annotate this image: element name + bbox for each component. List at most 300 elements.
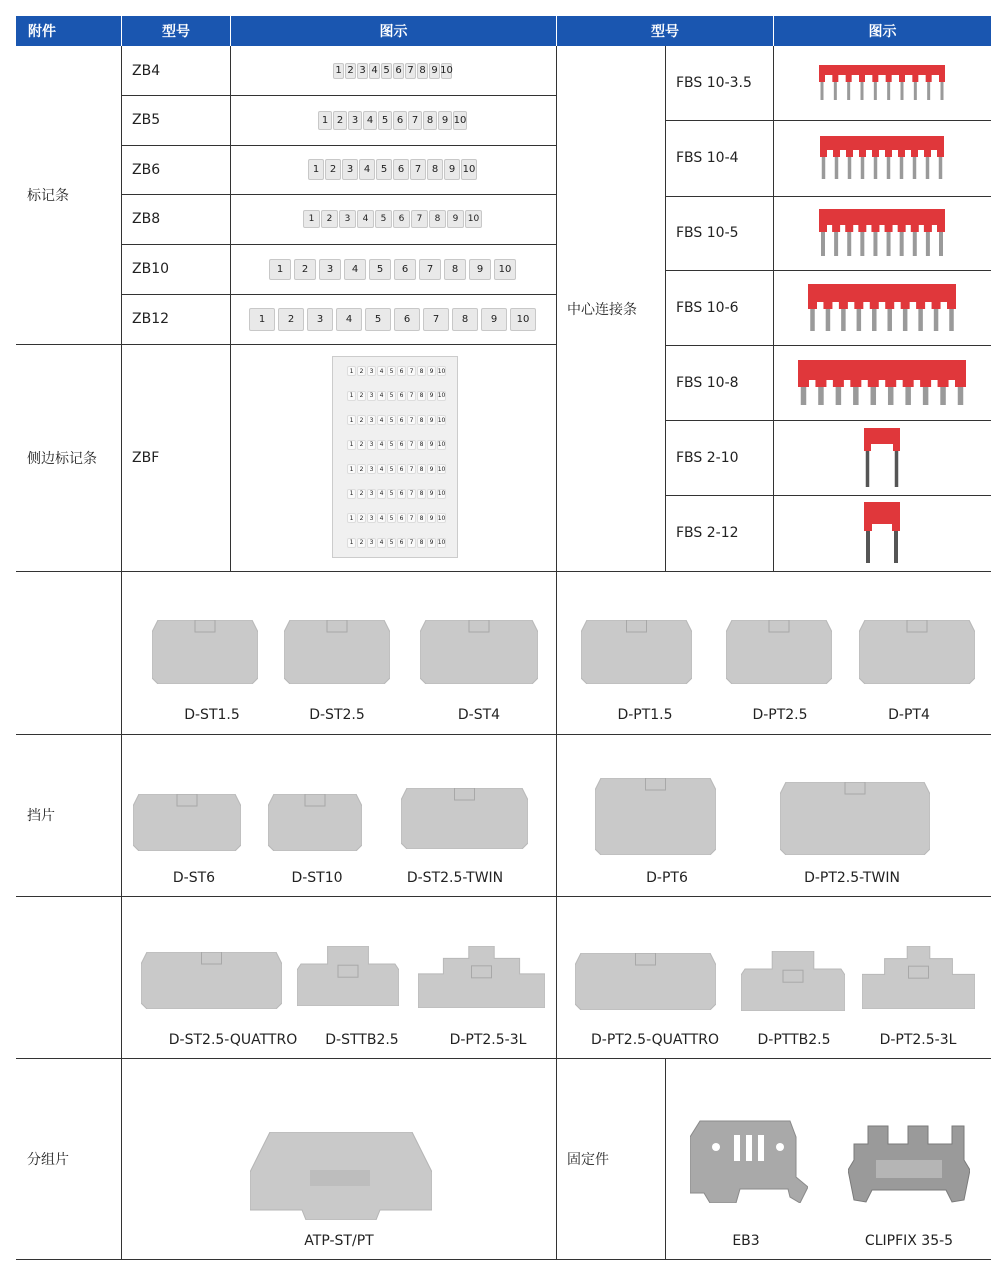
end-plate-image (780, 782, 930, 855)
zbf-cell: 10 (437, 539, 446, 546)
marker-cell: 9 (438, 111, 452, 130)
zbf-cell: 1 (347, 513, 356, 523)
zb-marker-strip (269, 259, 519, 280)
end-plate-image (297, 946, 399, 1006)
jumper-tooth (859, 74, 865, 82)
marker-cell: 6 (394, 259, 416, 280)
grid-line (121, 95, 556, 96)
jumper-tooth (870, 301, 879, 309)
group-plate-label: 分组片 (27, 1152, 69, 1168)
atp-caption: ATP-ST/PT (304, 1233, 374, 1249)
zbf-row (347, 489, 447, 499)
marker-cell: 10 (465, 210, 482, 228)
jumper-pin (895, 451, 899, 487)
plate-caption: D-ST4 (457, 707, 501, 723)
plate-caption: D-PT6 (646, 870, 688, 886)
end-plate-shape (418, 946, 545, 1008)
marker-cell: 10 (453, 111, 467, 130)
zbf-cell: 7 (407, 464, 416, 474)
zbf-cell: 5 (387, 489, 396, 499)
jumper-pin (887, 309, 892, 331)
zbf-cell: 5 (387, 513, 396, 523)
jumper-tooth (955, 379, 966, 387)
eb3-caption: EB3 (732, 1233, 760, 1249)
jumper-tooth (911, 149, 918, 157)
zbf-cell: 7 (407, 513, 416, 523)
plate-caption: D-ST2.5 (309, 707, 365, 723)
zbf-cell: 9 (427, 366, 436, 376)
marker-cell: 6 (393, 111, 407, 130)
jumper-tooth (832, 224, 840, 232)
jumper-pin (866, 451, 870, 487)
jumper-tooth (868, 379, 879, 387)
plate-caption: D-PT2.5 (752, 707, 808, 723)
zbf-marker-card (332, 356, 458, 558)
marker-cell: 1 (303, 210, 320, 228)
jumper-pin (949, 309, 954, 331)
marker-cell: 3 (348, 111, 362, 130)
zbf-cell: 4 (377, 489, 386, 499)
jumper-pin (826, 309, 831, 331)
marker-cell: 9 (444, 159, 460, 180)
fbs-jumper-image (798, 360, 966, 406)
zbf-row (347, 513, 447, 523)
jumper-pin (873, 232, 877, 256)
zbf-cell: 1 (347, 440, 356, 450)
jumper-bar (819, 209, 945, 225)
jumper-bar (798, 360, 966, 380)
jumper-pin (847, 232, 851, 256)
marker-cell: 4 (369, 63, 380, 79)
zb-model: ZB12 (132, 311, 170, 327)
marker-cell: 8 (417, 63, 428, 79)
end-plate-image (581, 620, 692, 684)
marker-cell: 9 (447, 210, 464, 228)
fbs-model: FBS 2-10 (676, 449, 739, 466)
fbs-jumper-image (864, 502, 900, 564)
zbf-cell: 10 (437, 416, 446, 424)
zbf-cell: 7 (407, 440, 416, 450)
end-plate-image (141, 952, 282, 1009)
zbf-cell: 3 (367, 538, 376, 548)
jumper-tooth (819, 224, 827, 232)
zbf-cell: 2 (357, 415, 366, 425)
marker-cell: 2 (321, 210, 338, 228)
zbf-cell: 4 (377, 440, 386, 450)
marker-cell: 4 (357, 210, 374, 228)
marker-cell: 10 (441, 63, 452, 79)
end-plate-image (726, 620, 832, 684)
zbf-cell: 5 (387, 391, 396, 401)
zbf-cell: 6 (397, 538, 406, 548)
marker-cell: 1 (318, 111, 332, 130)
zbf-row (347, 391, 447, 401)
jumper-pin (871, 387, 877, 405)
jumper-tooth (845, 224, 853, 232)
zbf-cell: 10 (437, 367, 446, 375)
zbf-cell: 6 (397, 440, 406, 450)
marker-cell: 5 (369, 259, 391, 280)
fbs-model: FBS 10-8 (676, 374, 739, 391)
jumper-tooth (819, 74, 825, 82)
marker-cell: 6 (393, 63, 404, 79)
zbf-cell: 3 (367, 440, 376, 450)
marker-cell: 2 (333, 111, 347, 130)
marker-cell: 4 (363, 111, 377, 130)
jumper-tooth (939, 74, 945, 82)
marker-cell: 3 (319, 259, 341, 280)
fbs-model: FBS 2-12 (676, 525, 739, 541)
plate-caption: D-PT4 (888, 707, 930, 723)
jumper-pin (894, 531, 898, 563)
jumper-tooth (885, 301, 894, 309)
marker-cell: 6 (393, 210, 410, 228)
jumper-pin (818, 387, 824, 405)
end-plate-shape (741, 951, 845, 1011)
zbf-cell: 8 (417, 391, 426, 401)
zbf-cell: 9 (427, 415, 436, 425)
marker-cell: 8 (444, 259, 466, 280)
zbf-cell: 3 (367, 391, 376, 401)
clipfix-caption: CLIPFIX 35-5 (864, 1233, 954, 1249)
jumper-pin (926, 157, 930, 179)
plate-caption: D-ST2.5-TWIN (406, 870, 504, 886)
zb-marker-strip (308, 159, 478, 180)
jumper-pin (913, 157, 917, 179)
jumper-tooth (850, 379, 861, 387)
jumper-tooth (886, 74, 892, 82)
marker-cell: 2 (325, 159, 341, 180)
end-plate-image (575, 953, 716, 1010)
jumper-tooth (858, 224, 866, 232)
marker-cell: 8 (452, 308, 478, 331)
zbf-cell: 4 (377, 391, 386, 401)
grid-line (230, 46, 231, 571)
zbf-cell: 10 (437, 514, 446, 522)
marker-cell: 4 (336, 308, 362, 331)
jumper-pin (926, 232, 930, 256)
zbf-cell: 7 (407, 415, 416, 425)
jumper-pin (923, 387, 929, 405)
jumper-tooth (808, 301, 817, 309)
jumper-pin (903, 309, 908, 331)
jumper-tooth (854, 301, 863, 309)
end-plate-shape (420, 620, 538, 684)
jumper-pin (900, 232, 904, 256)
end-plate-shape (859, 620, 975, 684)
header-model: 型号 (122, 16, 230, 46)
end-plate-shape (581, 620, 692, 684)
zbf-cell: 10 (437, 490, 446, 497)
end-plate-shape (141, 952, 282, 1009)
marker-cell: 9 (429, 63, 440, 79)
zbf-cell: 2 (357, 366, 366, 376)
marker-cell: 2 (345, 63, 356, 79)
jumper-tooth (920, 379, 931, 387)
zb-marker-strip (249, 308, 539, 331)
end-plate-image (595, 778, 716, 855)
jumper-pin (821, 232, 825, 256)
marker-cell: 2 (294, 259, 316, 280)
zbf-cell: 9 (427, 464, 436, 474)
jumper-tooth (893, 443, 900, 451)
clipfix-image (848, 1120, 970, 1210)
zbf-cell: 3 (367, 513, 376, 523)
jumper-tooth (823, 301, 832, 309)
jumper-tooth (833, 149, 840, 157)
zbf-cell: 3 (367, 489, 376, 499)
jumper-tooth (924, 149, 931, 157)
jumper-tooth (938, 379, 949, 387)
zbf-cell: 6 (397, 366, 406, 376)
jumper-pin (941, 82, 944, 100)
plate-caption: D-PT1.5 (617, 707, 673, 723)
marker-cell: 10 (461, 159, 477, 180)
jumper-pin (872, 309, 877, 331)
plate-caption: D-PTTB2.5 (757, 1032, 831, 1048)
jumper-tooth (798, 379, 809, 387)
end-plate-shape (152, 620, 258, 684)
jumper-tooth (912, 74, 918, 82)
jumper-tooth (898, 149, 905, 157)
zbf-cell: 2 (357, 538, 366, 548)
zb-marker-strip (333, 63, 453, 79)
jumper-pin (835, 157, 839, 179)
marker-cell: 3 (307, 308, 333, 331)
zbf-cell: 5 (387, 538, 396, 548)
marker-cell: 8 (427, 159, 443, 180)
zbf-cell: 5 (387, 366, 396, 376)
center-jumper-label: 中心连接条 (567, 301, 637, 318)
end-plate-shape (284, 620, 390, 684)
zbf-cell: 6 (397, 391, 406, 401)
jumper-bar (864, 502, 900, 524)
zbf-cell: 6 (397, 513, 406, 523)
eb3-image (690, 1117, 808, 1203)
marker-cell: 3 (357, 63, 368, 79)
end-plate-image (284, 620, 390, 684)
jumper-tooth (898, 224, 906, 232)
end-plate-shape (862, 946, 975, 1009)
jumper-pin (861, 82, 864, 100)
jumper-pin (810, 309, 815, 331)
grid-line (665, 46, 666, 571)
zbf-cell: 9 (427, 391, 436, 401)
zbf-cell: 6 (397, 489, 406, 499)
jumper-tooth (899, 74, 905, 82)
grid-line (16, 344, 556, 345)
zb-model: ZB8 (132, 211, 161, 227)
zb-model: ZB5 (132, 112, 161, 128)
jumper-pin (821, 82, 824, 100)
jumper-pin (887, 232, 891, 256)
jumper-tooth (815, 379, 826, 387)
fbs-model: FBS 10-4 (676, 150, 739, 166)
jumper-pin (905, 387, 911, 405)
end-plate-shape (726, 620, 832, 684)
marker-cell: 9 (481, 308, 507, 331)
zbf-cell: 7 (407, 366, 416, 376)
zbf-cell: 8 (417, 415, 426, 425)
jumper-pin (847, 82, 850, 100)
zbf-cell: 8 (417, 440, 426, 450)
zbf-cell: 4 (377, 513, 386, 523)
end-plate-image (741, 951, 845, 1011)
jumper-pin (940, 387, 946, 405)
zbf-cell: 6 (397, 415, 406, 425)
jumper-pin (934, 309, 939, 331)
zb-model: ZB10 (132, 261, 170, 277)
end-plate-shape (268, 794, 362, 851)
zbf-cell: 8 (417, 489, 426, 499)
jumper-tooth (937, 149, 944, 157)
zbf-cell: 4 (377, 464, 386, 474)
jumper-bar (864, 428, 900, 444)
marker-cell: 2 (278, 308, 304, 331)
jumper-tooth (947, 301, 956, 309)
jumper-pin (841, 309, 846, 331)
zbf-row (347, 440, 447, 450)
jumper-pin (874, 157, 878, 179)
header-accessory: 附件 (16, 16, 121, 46)
end-plate-shape (133, 794, 241, 851)
zbf-row (347, 464, 447, 474)
marker-cell: 4 (359, 159, 375, 180)
zbf-cell: 2 (357, 440, 366, 450)
zbf-cell: 3 (367, 366, 376, 376)
jumper-tooth (832, 74, 838, 82)
marker-cell: 7 (410, 159, 426, 180)
zbf-cell: 1 (347, 489, 356, 499)
end-plate-shape (575, 953, 716, 1010)
end-plate-shape (297, 946, 399, 1006)
grid-line (16, 1058, 991, 1059)
jumper-tooth (872, 149, 879, 157)
jumper-tooth (911, 224, 919, 232)
zbf-row (347, 366, 447, 376)
header-picture-2: 图示 (774, 16, 991, 46)
jumper-pin (834, 232, 838, 256)
marker-cell: 3 (339, 210, 356, 228)
jumper-tooth (892, 523, 900, 531)
fbs-jumper-image (819, 209, 945, 257)
fbs-jumper-image (820, 136, 944, 180)
zbf-cell: 8 (417, 366, 426, 376)
fbs-model: FBS 10-3.5 (676, 75, 752, 91)
jumper-pin (887, 157, 891, 179)
zbf-cell: 5 (387, 464, 396, 474)
end-plates-label: 挡片 (27, 808, 55, 824)
end-plate-shape (401, 788, 528, 849)
zbf-cell: 2 (357, 513, 366, 523)
grid-line (665, 1058, 666, 1259)
jumper-tooth (885, 224, 893, 232)
zbf-cell: 1 (347, 464, 356, 474)
jumper-pin (866, 531, 870, 563)
zb-marker-strip (303, 210, 483, 228)
end-plate-image (862, 946, 975, 1009)
jumper-pin (801, 387, 807, 405)
jumper-tooth (859, 149, 866, 157)
marker-cell: 5 (378, 111, 392, 130)
marker-cell: 8 (429, 210, 446, 228)
fixing-label: 固定件 (567, 1152, 609, 1168)
fbs-jumper-image (864, 428, 900, 488)
grid-line (121, 46, 122, 1259)
zbf-cell: 4 (377, 415, 386, 425)
zbf-row (347, 415, 447, 425)
marker-cell: 9 (469, 259, 491, 280)
zbf-cell: 7 (407, 489, 416, 499)
side-marker-label: 侧边标记条 (27, 450, 97, 467)
zbf-row (347, 538, 447, 548)
plate-caption: D-STTB2.5 (325, 1032, 399, 1048)
jumper-tooth (864, 523, 872, 531)
end-plate-image (401, 788, 528, 849)
jumper-pin (848, 157, 852, 179)
jumper-bar (808, 284, 956, 302)
end-plate-shape (780, 782, 930, 855)
zbf-cell: 5 (387, 415, 396, 425)
plate-caption: D-PT2.5-QUATTRO (590, 1032, 720, 1048)
fbs-jumper-image (808, 284, 956, 332)
marker-cell: 6 (393, 159, 409, 180)
zb-model: ZB4 (132, 62, 161, 79)
zb-marker-strip (318, 111, 468, 130)
jumper-tooth (872, 74, 878, 82)
jumper-pin (822, 157, 826, 179)
grid-line (16, 1259, 991, 1260)
grid-line (121, 244, 556, 245)
zbf-cell: 10 (437, 392, 446, 399)
marker-cell: 5 (365, 308, 391, 331)
jumper-pin (888, 387, 894, 405)
grid-line (16, 571, 991, 572)
jumper-tooth (916, 301, 925, 309)
plate-caption: D-PT2.5-TWIN (804, 870, 900, 886)
jumper-pin (836, 387, 842, 405)
jumper-tooth (926, 74, 932, 82)
marker-cell: 7 (411, 210, 428, 228)
jumper-pin (887, 82, 890, 100)
zbf-cell: 7 (407, 538, 416, 548)
jumper-pin (861, 157, 865, 179)
plate-caption: D-ST1.5 (184, 707, 240, 723)
end-plate-image (152, 620, 258, 684)
zbf-cell: 9 (427, 440, 436, 450)
zbf-cell: 1 (347, 415, 356, 425)
end-plate-image (418, 946, 545, 1008)
jumper-tooth (833, 379, 844, 387)
marker-cell: 10 (510, 308, 536, 331)
zbf-cell: 2 (357, 489, 366, 499)
marker-cell: 10 (494, 259, 516, 280)
jumper-tooth (846, 149, 853, 157)
end-plate-image (133, 794, 241, 851)
zb-model: ZB6 (132, 161, 161, 178)
end-plate-image (859, 620, 975, 684)
marker-cell: 5 (375, 210, 392, 228)
zbf-cell: 8 (417, 538, 426, 548)
marker-cell: 4 (344, 259, 366, 280)
jumper-tooth (924, 224, 932, 232)
zbf-cell: 3 (367, 464, 376, 474)
plate-caption: D-PT2.5-3L (449, 1032, 527, 1048)
jumper-pin (874, 82, 877, 100)
marker-cell: 7 (423, 308, 449, 331)
jumper-pin (939, 232, 943, 256)
jumper-pin (834, 82, 837, 100)
